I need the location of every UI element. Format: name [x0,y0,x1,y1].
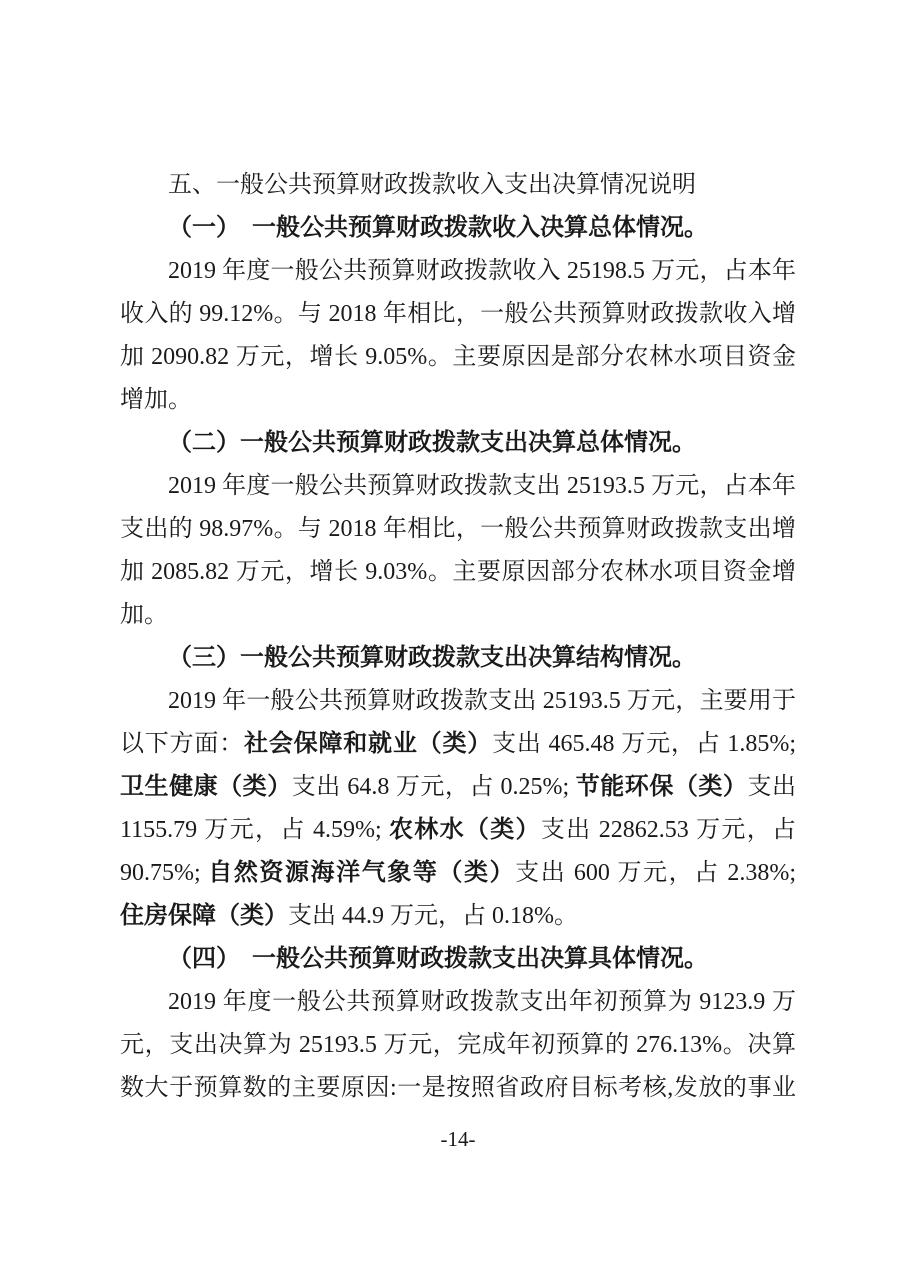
body-text: 2019 年度一般公共预算财政拨款支出 25193.5 万元，占本年 [168,473,796,499]
body-text: 支出 [747,774,797,800]
text-line [120,293,796,336]
paragraph-expenditure-detail [120,981,796,1110]
text-line [120,1067,796,1110]
body-text: 2019 年度一般公共预算财政拨款收入 25198.5 万元，占本年 [168,258,796,284]
text-line [120,766,796,809]
body-text: 加 2085.82 万元，增长 9.03%。主要原因部分农林水项目资金增 [120,559,796,585]
text-line [120,465,796,508]
body-text: 加 2090.82 万元，增长 9.05%。主要原因是部分农林水项目资金 [120,344,796,370]
text-line [120,637,796,680]
body-text: 支出的 98.97%。与 2018 年相比，一般公共预算财政拨款支出增 [120,516,796,542]
subheading-3-expenditure-structure [120,637,796,680]
body-text: 支出 44.9 万元，占 0.18%。 [288,903,578,929]
heading-section-5 [120,164,796,207]
subheading-2-expenditure-overview [120,422,796,465]
paragraph-income-total [120,250,796,422]
text-line [120,895,796,938]
emphasis-text: （四） 一般公共预算财政拨款支出决算具体情况。 [168,946,708,972]
body-text: 增加。 [120,387,192,413]
paragraph-expenditure-structure [120,680,796,938]
emphasis-text: （一） 一般公共预算财政拨款收入决算总体情况。 [168,215,708,241]
body-text: 2019 年度一般公共预算财政拨款支出年初预算为 9123.9 万 [168,989,796,1015]
emphasis-text: 卫生健康（类） [120,774,292,800]
text-line [120,207,796,250]
body-text: 支出 64.8 万元，占 0.25%; [291,774,576,800]
page-number: -14- [440,1127,476,1151]
body-text: 加。 [120,602,168,628]
emphasis-text: 社会保障和就业（类） [244,731,493,757]
body-text: 元，支出决算为 25193.5 万元，完成年初预算的 276.13%。决算 [120,1032,796,1058]
body-text: 以下方面： [120,731,245,757]
subheading-1-income-overview [120,207,796,250]
body-text: 支出 600 万元，占 2.38%; [515,860,796,886]
text-line [120,981,796,1024]
document-body [120,164,796,1110]
text-line [120,594,796,637]
emphasis-text: 农林水（类） [388,817,541,843]
emphasis-text: 自然资源海洋气象等（类） [208,860,516,886]
body-text: 五、一般公共预算财政拨款收入支出决算情况说明 [168,172,696,198]
text-line [120,336,796,379]
emphasis-text: （二）一般公共预算财政拨款支出决算总体情况。 [168,430,696,456]
text-line [120,250,796,293]
text-line [120,508,796,551]
text-line [120,723,796,766]
emphasis-text: 住房保障（类） [120,903,288,929]
text-line [120,1024,796,1067]
emphasis-text: （三）一般公共预算财政拨款支出决算结构情况。 [168,645,696,671]
text-line [120,809,796,852]
text-line [120,422,796,465]
paragraph-expenditure-total [120,465,796,637]
body-text: 支出 465.48 万元，占 1.85%; [492,731,797,757]
body-text: 90.75%; [120,860,209,886]
body-text: 支出 22862.53 万元，占 [540,817,797,843]
body-text: 2019 年一般公共预算财政拨款支出 25193.5 万元，主要用于 [168,688,796,714]
subheading-4-expenditure-detail [120,938,796,981]
text-line [120,379,796,422]
text-line [120,164,796,207]
text-line [120,852,796,895]
body-text: 1155.79 万元，占 4.59%; [120,817,389,843]
text-line [120,938,796,981]
body-text: 数大于预算数的主要原因:一是按照省政府目标考核,发放的事业 [120,1075,796,1101]
body-text: 收入的 99.12%。与 2018 年相比，一般公共预算财政拨款收入增 [120,301,796,327]
emphasis-text: 节能环保（类） [575,774,748,800]
text-line [120,551,796,594]
text-line [120,680,796,723]
